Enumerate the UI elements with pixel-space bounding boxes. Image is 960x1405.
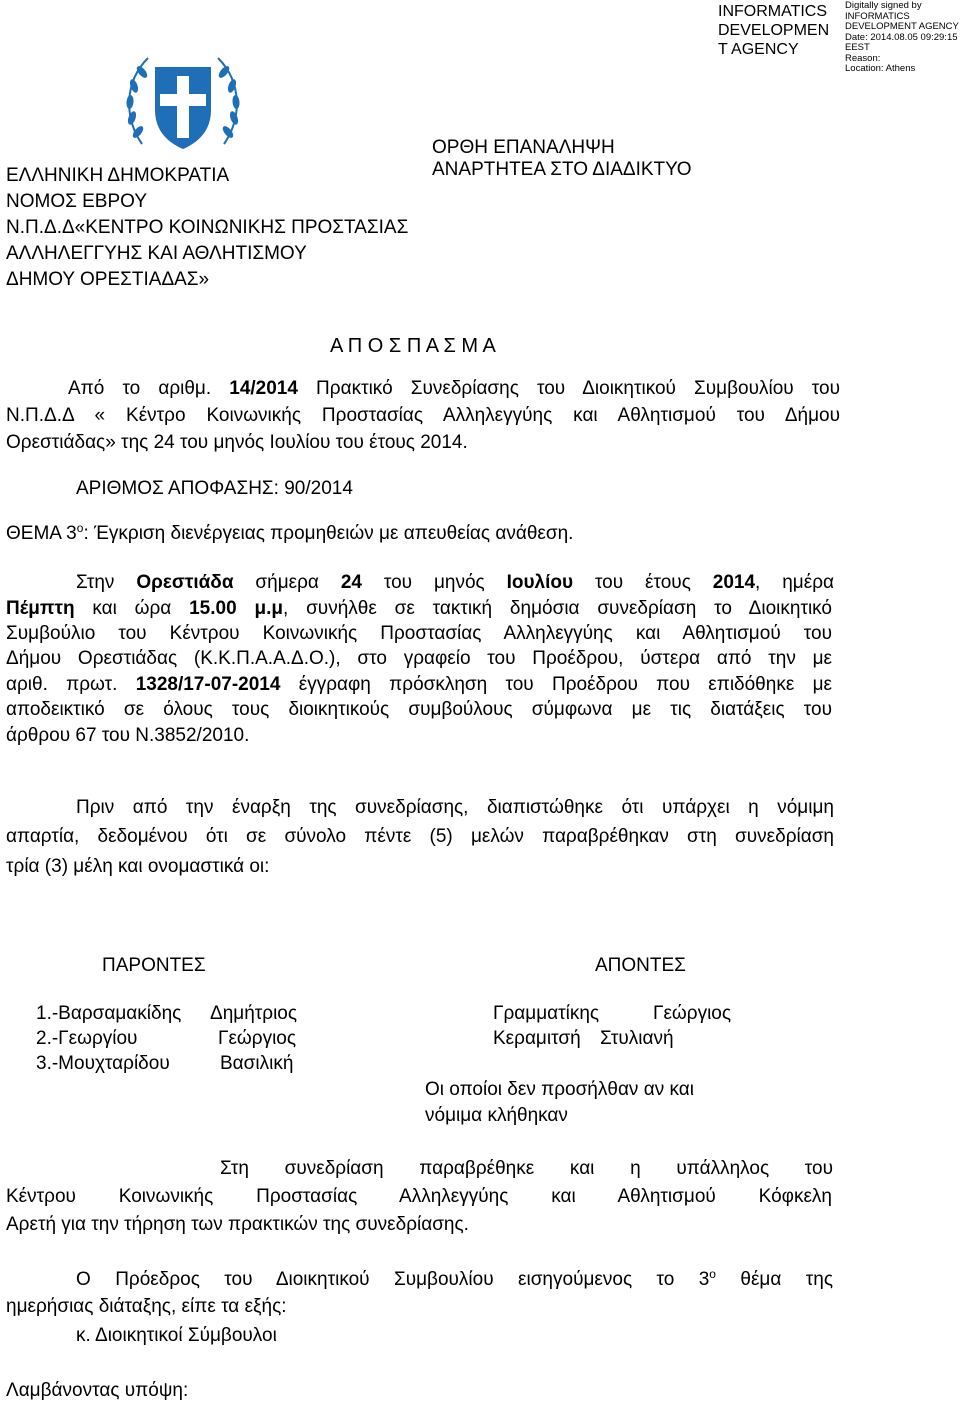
issuer-line: ΕΛΛΗΝΙΚΗ ΔΗΜΟΚΡΑΤΙΑ <box>6 165 230 186</box>
absent-note: νόμιμα κλήθηκαν <box>425 1105 568 1126</box>
official-repeat-label: ΟΡΘΗ ΕΠΑΝΑΛΗΨΗ <box>432 137 615 158</box>
absent-member-2-first: Στυλιανή <box>600 1028 674 1049</box>
document-title: Α Π Ο Σ Π Α Σ Μ Α <box>330 335 496 357</box>
para2-line: Πριν από την έναρξη της συνεδρίασης, διαπιστώθηκε ότι υπάρχει η νόμιμη <box>76 797 834 818</box>
subject-line <box>6 523 573 545</box>
subject-label: ΘΕΜΑ 3 <box>6 523 77 544</box>
text-run: 24 <box>340 572 362 593</box>
text-run: Πέμπτη <box>6 598 75 619</box>
issuer-line: ΔΗΜΟΥ ΟΡΕΣΤΙΑΔΑΣ» <box>6 269 210 290</box>
absent-member-2-last: Κεραμιτσή <box>493 1028 581 1049</box>
para4-line: ημερήσιας διάταξης, είπε τα εξής: <box>6 1296 287 1317</box>
signature-detail-line: DEVELOPMENT AGENCY <box>845 21 959 32</box>
para1-line: αποδεικτικό σε όλους τους διοικητικούς συμβούλους σύμφωνα με τις διατάξεις του <box>6 699 832 720</box>
para1-line <box>6 598 832 620</box>
para3-line: Κέντρου Κοινωνικής Προστασίας Αλληλεγγύης και Αθλητισμού Κόφκελη <box>6 1186 832 1207</box>
signature-org-line: DEVELOPMEN <box>718 22 830 39</box>
signature-org-line: T AGENCY <box>718 41 799 58</box>
text-run: 2014 <box>712 572 756 593</box>
text-run: 15.00 μ.μ <box>189 598 283 619</box>
para3-line: Στη συνεδρίαση παραβρέθηκε και η υπάλληλος του <box>220 1158 833 1179</box>
text-run: Ορεστιάδα <box>136 572 234 593</box>
issuer-line: Ν.Π.Δ.Δ«ΚΕΝΤΡΟ ΚΟΙΝΩΝΙΚΗΣ ΠΡΟΣΤΑΣΙΑΣ <box>6 217 409 238</box>
header-left <box>6 163 408 293</box>
text-run: Ιουλίου <box>506 572 574 593</box>
signature-detail-line: Reason: <box>845 52 881 64</box>
present-member-1-last: 1.-Βαρσαμακίδης <box>36 1003 182 1024</box>
decision-number: ΑΡΙΘΜΟΣ ΑΠΟΦΑΣΗΣ: 90/2014 <box>76 478 353 499</box>
present-member-3-first: Βασιλική <box>220 1053 294 1074</box>
superscript: ο <box>76 521 84 535</box>
absent-member-1-last: Γραμματίκης <box>493 1003 600 1024</box>
present-member-1-first: Δημήτριος <box>210 1003 298 1024</box>
signature-detail-line: INFORMATICS <box>845 10 910 22</box>
issuer-line: ΝΟΜΟΣ ΕΒΡΟΥ <box>6 191 147 212</box>
para1-line <box>6 674 832 696</box>
text-run: , συνήλθε σε τακτική δημόσια συνεδρίαση το Διοικητικό <box>282 598 832 619</box>
absent-heading: ΑΠΟΝΤΕΣ <box>595 955 686 976</box>
intro-line <box>68 378 840 400</box>
signature-detail-line: Digitally signed by <box>845 0 922 11</box>
text-run: σήμερα <box>233 572 341 593</box>
intro-line: Ν.Π.Δ.Δ « Κέντρο Κοινωνικής Προστασίας Αλληλεγγύης και Αθλητισμού του Δήμου <box>6 405 840 426</box>
issuer-line: ΑΛΛΗΛΕΓΓΥΗΣ ΚΑΙ ΑΘΛΗΤΙΣΜΟΥ <box>6 243 307 264</box>
absent-note: Οι οποίοι δεν προσήλθαν αν και <box>425 1079 694 1100</box>
para1-line: άρθρου 67 του Ν.3852/2010. <box>6 725 250 746</box>
signature-org-line: INFORMATICS <box>718 3 828 20</box>
greek-emblem-icon <box>118 48 248 156</box>
signature-details <box>845 1 959 75</box>
para4-line <box>76 1269 833 1291</box>
para2-line: απαρτία, δεδομένου ότι σε σύνολο πέντε (5) μελών παραβρέθηκαν στη συνεδρίαση <box>6 826 834 847</box>
internet-post-label: ΑΝΑΡΤΗΤΕΑ ΣΤΟ ΔΙΑΔΙΚΤΥΟ <box>432 159 692 180</box>
invitation-number: 1328/17-07-2014 <box>135 674 281 695</box>
para2-line: τρία (3) μέλη και ονομαστικά οι: <box>6 856 270 877</box>
text-run: Πρακτικό Συνεδρίασης του Διοικητικού Συμβουλίου του <box>297 378 840 399</box>
text-run: και ώρα <box>74 598 190 619</box>
signature-detail-line: Date: 2014.08.05 09:29:15 <box>845 31 958 43</box>
header-right <box>432 137 692 181</box>
text-run: Ο Πρόεδρος του Διοικητικού Συμβουλίου εισηγούμενος το 3 <box>76 1269 710 1290</box>
present-member-3-last: 3.-Μουχταρίδου <box>36 1053 170 1074</box>
signature-org-name <box>718 2 829 59</box>
superscript: ο <box>709 1267 716 1281</box>
para1-line: Συμβούλιο του Κέντρου Κοινωνικής Προστασίας Αλληλεγγύης και Αθλητισμού του <box>6 623 832 644</box>
signature-detail-line: EEST <box>845 42 870 53</box>
para1-line: Δήμου Ορεστιάδας (Κ.Κ.Π.Α.Α.Δ.Ο.), στο γραφείο του Προέδρου, ύστερα από την με <box>6 648 832 669</box>
para3-line: Αρετή για την τήρηση των πρακτικών της συνεδρίασης. <box>6 1214 469 1235</box>
present-member-2-last: 2.-Γεωργίου <box>36 1028 138 1049</box>
text-run: αριθ. πρωτ. <box>6 674 136 695</box>
text-run: έγγραφη πρόσκληση του Προέδρου που επιδόθηκε με <box>280 674 832 695</box>
text-run: του έτους <box>573 572 713 593</box>
text-run: , ημέρα <box>755 572 834 593</box>
para4-line: κ. Διοικητικοί Σύμβουλοι <box>76 1325 277 1346</box>
intro-line: Ορεστιάδας» της 24 του μηνός Ιουλίου του έτους 2014. <box>6 432 468 453</box>
closing-line: Λαμβάνοντας υπόψη: <box>6 1380 189 1401</box>
text-run: θέμα της <box>715 1269 834 1290</box>
present-heading: ΠΑΡΟΝΤΕΣ <box>102 955 206 976</box>
subject-text: : Έγκριση διενέργειας προμηθειών με απευθείας ανάθεση. <box>83 523 574 544</box>
text-run: του μηνός <box>361 572 507 593</box>
text-run: Από το αριθμ. <box>68 378 230 399</box>
para1-line <box>76 572 834 594</box>
absent-member-1-first: Γεώργιος <box>653 1003 732 1024</box>
text-run: Στην <box>76 572 137 593</box>
present-member-2-first: Γεώργιος <box>218 1028 297 1049</box>
signature-detail-line: Location: Athens <box>845 63 916 74</box>
minutes-number: 14/2014 <box>229 378 298 399</box>
